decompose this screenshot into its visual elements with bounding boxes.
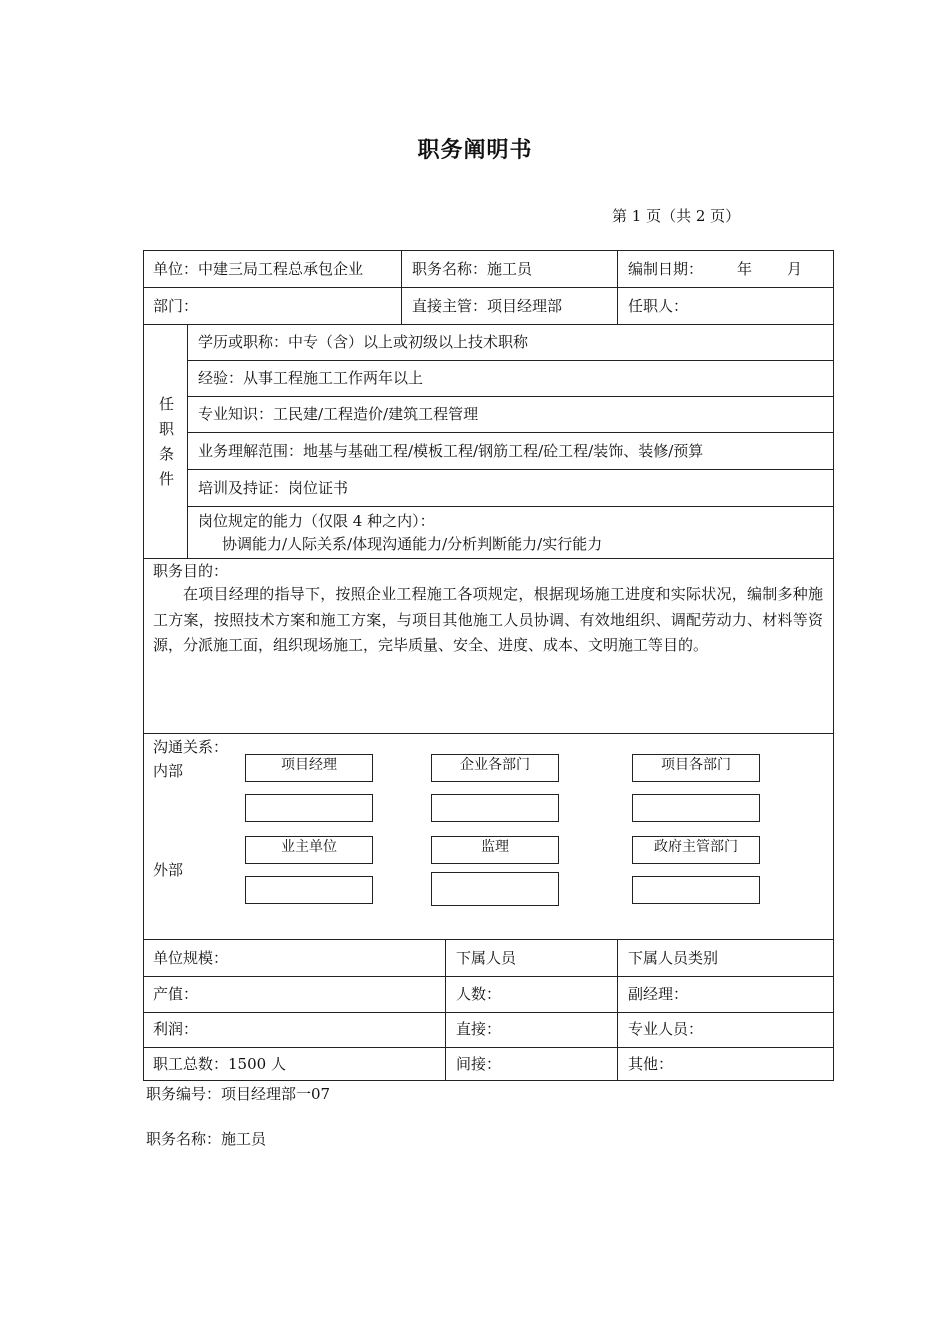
requirements-label-char: 条 — [159, 445, 175, 463]
scale-cell: 直接： — [456, 1020, 502, 1038]
ability-list: 协调能力/人际关系/体现沟通能力/分析判断能力/实行能力 — [222, 535, 603, 553]
footer-job-name: 职务名称：施工员 — [146, 1130, 267, 1148]
scale-cell: 下属人员类别 — [628, 949, 719, 967]
scale-cell: 产值： — [153, 985, 199, 1003]
dept-field: 部门： — [153, 297, 199, 315]
page-number: 第 1 页（共 2 页） — [612, 207, 741, 225]
unit-field: 单位：中建三局工程总承包企业 — [153, 260, 364, 278]
empty-box — [245, 876, 373, 904]
scale-cell: 间接： — [456, 1055, 502, 1073]
training-field: 培训及持证：岗位证书 — [198, 479, 349, 497]
date-label: 编制日期： — [628, 260, 704, 278]
empty-box — [245, 794, 373, 822]
date-month: 月 — [787, 260, 803, 278]
external-label: 外部 — [153, 861, 184, 879]
internal-box-project-manager: 项目经理 — [245, 754, 373, 782]
purpose-label: 职务目的： — [153, 562, 229, 580]
scale-cell: 副经理： — [628, 985, 689, 1003]
requirements-label-char: 任 — [159, 395, 175, 413]
ability-title: 岗位规定的能力（仅限 4 种之内）： — [198, 512, 435, 530]
empty-box — [431, 794, 559, 822]
scale-cell: 利润： — [153, 1020, 199, 1038]
internal-box-company-depts: 企业各部门 — [431, 754, 559, 782]
scale-cell: 专业人员： — [628, 1020, 704, 1038]
external-box-owner: 业主单位 — [245, 836, 373, 864]
job-code: 职务编号：项目经理部一07 — [146, 1085, 331, 1103]
scale-cell: 单位规模： — [153, 949, 229, 967]
business-scope-field: 业务理解范围：地基与基础工程/模板工程/钢筋工程/砼工程/装饰、装修/预算 — [198, 442, 704, 460]
empty-box — [431, 872, 559, 906]
empty-box — [632, 794, 760, 822]
empty-box — [632, 876, 760, 904]
requirements-label-char: 件 — [159, 470, 175, 488]
external-box-government: 政府主管部门 — [632, 836, 760, 864]
external-box-supervision: 监理 — [431, 836, 559, 864]
scale-cell: 其他： — [628, 1055, 674, 1073]
experience-field: 经验：从事工程施工工作两年以上 — [198, 369, 424, 387]
communication-label: 沟通关系： — [153, 738, 229, 756]
requirements-label-char: 职 — [159, 420, 175, 438]
internal-box-project-depts: 项目各部门 — [632, 754, 760, 782]
knowledge-field: 专业知识：工民建/工程造价/建筑工程管理 — [198, 405, 479, 423]
job-name-field: 职务名称：施工员 — [412, 260, 533, 278]
education-field: 学历或职称：中专（含）以上或初级以上技术职称 — [198, 333, 529, 351]
page-title: 职务阐明书 — [417, 138, 533, 163]
supervisor-field: 直接主管：项目经理部 — [412, 297, 563, 315]
date-year: 年 — [737, 260, 753, 278]
holder-field: 任职人： — [628, 297, 689, 315]
scale-cell: 职工总数：1500 人 — [153, 1055, 286, 1073]
internal-label: 内部 — [153, 762, 184, 780]
purpose-text: 在项目经理的指导下，按照企业工程施工各项规定，根据现场施工进度和实际状况，编制多种施工方案，按照技术方案和施工方案，与项目其他施工人员协调、有效地组织、调配劳动力、材料等资源，分派施工面，组织现场施工，完毕质量、安全、进度、成本、文明施工等目的。 — [153, 585, 823, 654]
scale-cell: 人数： — [456, 985, 502, 1003]
scale-cell: 下属人员 — [456, 949, 517, 967]
